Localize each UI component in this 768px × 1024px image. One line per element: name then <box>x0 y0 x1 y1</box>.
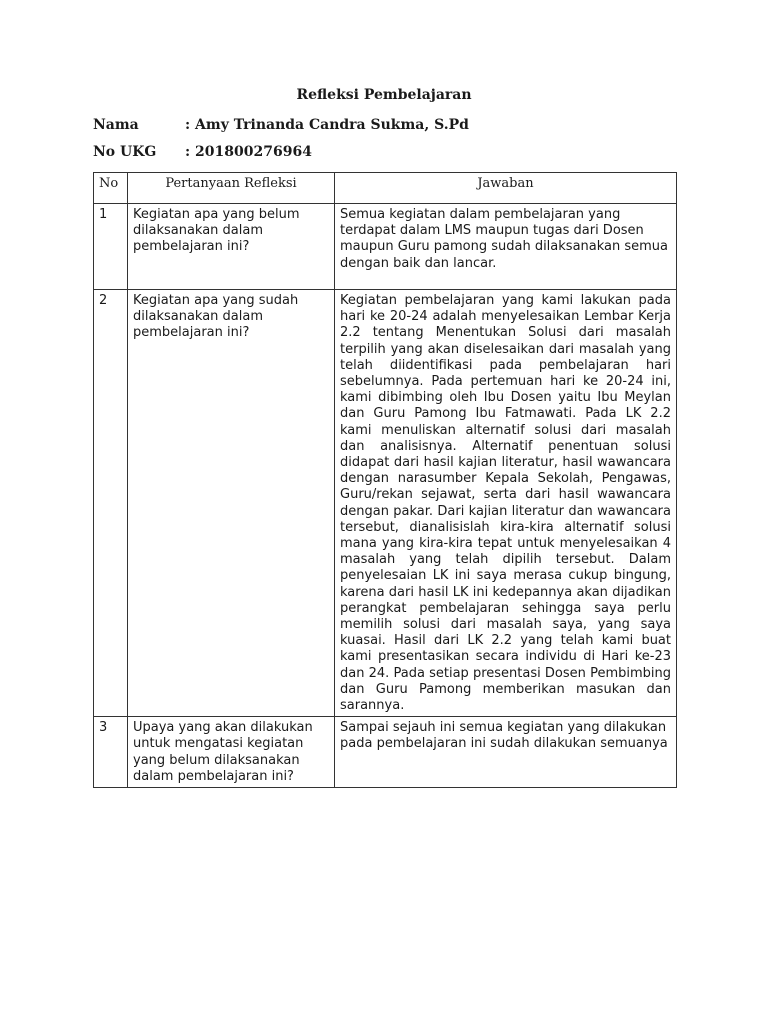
table-row <box>94 290 677 717</box>
ukg-label: No UKG <box>93 144 157 160</box>
row-number: 3 <box>94 717 128 788</box>
row-number: 1 <box>94 204 128 290</box>
header-question: Pertanyaan Refleksi <box>128 173 335 204</box>
header-no: No <box>94 173 128 204</box>
row-answer: Sampai sejauh ini semua kegiatan yang dilakukan pada pembelajaran ini sudah dilakukan semuanya <box>335 717 677 788</box>
table-header-row <box>94 173 677 204</box>
row-number: 2 <box>94 290 128 717</box>
header-answer: Jawaban <box>335 173 677 204</box>
name-row <box>93 117 469 133</box>
ukg-value: : 201800276964 <box>185 144 312 160</box>
row-answer: Kegiatan pembelajaran yang kami lakukan pada hari ke 20-24 adalah menyelesaikan Lembar Kerja 2.2 tentang Menentukan Solusi dari masalah terpilih yang akan diselesaikan dari masalah yang telah diidentifikasi pada pembelajaran hari sebelumnya. Pada pertemuan hari ke 20-24 ini, kami dibimbing oleh Ibu Dosen yaitu Ibu Meylan dan Guru Pamong Ibu Fatmawati. Pada LK 2.2 kami menuliskan alternatif solusi dari masalah dan analisisnya. Alternatif penentuan solusi didapat dari hasil kajian literatur, hasil wawancara dengan narasumber Kepala Sekolah, Pengawas, Guru/rekan sejawat, serta dari hasil wawancara dengan pakar. Dari kajian literatur dan wawancara tersebut, dianalisislah kira-kira alternatif solusi mana yang kira-kira tepat untuk menyelesaikan 4 masalah yang telah dipilih tersebut. Dalam penyelesaian LK ini saya merasa cukup bingung, karena dari hasil LK ini kedepannya akan dijadikan perangkat pembelajaran sehingga saya perlu memilih solusi dari masalah saya, yang saya kuasai. Hasil dari LK 2.2 yang telah kami buat kami presentasikan secara individu di Hari ke-23 dan 24. Pada setiap presentasi Dosen Pembimbing dan Guru Pamong memberikan masukan dan sarannya. <box>335 290 677 717</box>
table-row <box>94 204 677 290</box>
name-value: : Amy Trinanda Candra Sukma, S.Pd <box>185 117 469 133</box>
row-question: Kegiatan apa yang sudah dilaksanakan dalam pembelajaran ini? <box>128 290 335 717</box>
name-label: Nama <box>93 117 139 133</box>
ukg-row <box>93 144 312 160</box>
document-title: Refleksi Pembelajaran <box>296 87 472 103</box>
row-question: Upaya yang akan dilakukan untuk mengatasi kegiatan yang belum dilaksanakan dalam pembelajaran ini? <box>128 717 335 788</box>
reflection-table <box>93 172 677 788</box>
row-answer: Semua kegiatan dalam pembelajaran yang terdapat dalam LMS maupun tugas dari Dosen maupun Guru pamong sudah dilaksanakan semua dengan baik dan lancar. <box>335 204 677 290</box>
table-row <box>94 717 677 788</box>
row-question: Kegiatan apa yang belum dilaksanakan dalam pembelajaran ini? <box>128 204 335 290</box>
